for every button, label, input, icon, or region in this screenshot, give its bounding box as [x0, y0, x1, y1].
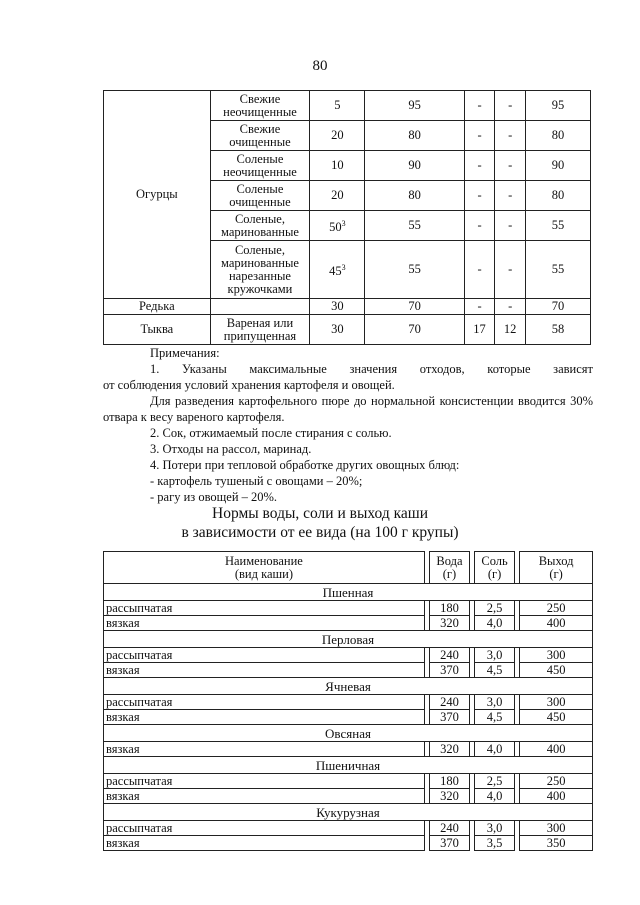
table-cell: -	[464, 241, 495, 299]
vegetable-state: Свежие очищенные	[210, 121, 310, 151]
output-value: 250	[520, 774, 593, 789]
category-title: Ячневая	[104, 678, 593, 695]
table-cell: 30	[310, 315, 365, 345]
footnote-mark: 3	[341, 262, 346, 272]
table-cell: 30	[310, 299, 365, 315]
table-cell: -	[464, 91, 495, 121]
table-cell: 70	[365, 315, 464, 345]
note-line: Для разведения картофельного пюре до нормальной консистенции вводится 30%	[150, 394, 593, 408]
table-row	[104, 742, 593, 757]
water-value: 180	[429, 601, 469, 616]
note-line: 4. Потери при тепловой обработке других овощных блюд:	[150, 458, 460, 472]
vegetable-state: Соленые, маринованные	[210, 211, 310, 241]
vegetable-name: Огурцы	[104, 91, 211, 299]
cell-value: 50	[329, 220, 342, 235]
note-line: 2. Сок, отжимаемый после стирания с солью.	[150, 426, 392, 440]
porridge-type: вязкая	[104, 663, 425, 678]
category-row	[104, 584, 593, 601]
table-cell: -	[495, 121, 526, 151]
table-cell: 80	[525, 121, 590, 151]
section-subtitle: в зависимости от ее вида (на 100 г крупы)	[181, 524, 459, 541]
table-cell: -	[495, 181, 526, 211]
water-value: 180	[429, 774, 469, 789]
vegetable-state: Соленые неочищенные	[210, 151, 310, 181]
output-value: 300	[520, 821, 593, 836]
category-title: Овсяная	[104, 725, 593, 742]
table-cell: 80	[365, 121, 464, 151]
header-line: Выход	[538, 553, 574, 568]
table-row	[104, 836, 593, 851]
table-cell: 55	[525, 211, 590, 241]
table-cell: -	[495, 151, 526, 181]
porridge-type: рассыпчатая	[104, 601, 425, 616]
header-name	[104, 552, 425, 584]
header-salt	[475, 552, 515, 584]
table-row	[104, 663, 593, 678]
note-line: - рагу из овощей – 20%.	[150, 490, 278, 504]
vegetable-state	[210, 299, 310, 315]
porridge-type: вязкая	[104, 742, 425, 757]
note-line: от соблюдения условий хранения картофеля и овощей.	[103, 378, 395, 392]
table-cell: 80	[365, 181, 464, 211]
salt-value: 2,5	[475, 601, 515, 616]
output-value: 300	[520, 648, 593, 663]
table-cell: -	[495, 299, 526, 315]
salt-value: 3,5	[475, 836, 515, 851]
table-row	[104, 616, 593, 631]
porridge-type: рассыпчатая	[104, 695, 425, 710]
output-value: 450	[520, 663, 593, 678]
header-line: Вода	[436, 553, 463, 568]
note-line: - картофель тушеный с овощами – 20%;	[150, 474, 363, 488]
cell-value: 45	[329, 264, 342, 279]
table-row	[104, 601, 593, 616]
vegetable-name: Тыква	[104, 315, 211, 345]
table-cell: -	[464, 181, 495, 211]
table-cell: 90	[525, 151, 590, 181]
output-value: 400	[520, 616, 593, 631]
table-cell: -	[464, 121, 495, 151]
category-row	[104, 678, 593, 695]
porridge-norms-table	[103, 551, 593, 851]
table-header-row	[104, 552, 593, 584]
table-cell: 95	[365, 91, 464, 121]
table-cell: 20	[310, 181, 365, 211]
table-cell: -	[495, 241, 526, 299]
output-value: 400	[520, 742, 593, 757]
water-value: 320	[429, 616, 469, 631]
output-value: 400	[520, 789, 593, 804]
page-number: 80	[312, 58, 328, 74]
table-cell: 17	[464, 315, 495, 345]
header-line: (вид каши)	[234, 566, 293, 581]
vegetable-state: Соленые, маринованные нарезанные кружочками	[210, 241, 310, 299]
table-cell: 55	[365, 211, 464, 241]
table-row	[104, 315, 591, 345]
salt-value: 3,0	[475, 648, 515, 663]
header-line: (г)	[549, 566, 563, 581]
header-line: (г)	[442, 566, 457, 581]
output-value: 450	[520, 710, 593, 725]
salt-value: 4,5	[475, 710, 515, 725]
category-row	[104, 631, 593, 648]
vegetable-state: Вареная или припущенная	[210, 315, 310, 345]
category-title: Пшеничная	[104, 757, 593, 774]
table-row	[104, 789, 593, 804]
output-value: 350	[520, 836, 593, 851]
porridge-type: вязкая	[104, 789, 425, 804]
table-cell: 5	[310, 91, 365, 121]
category-title: Кукурузная	[104, 804, 593, 821]
water-value: 240	[429, 821, 469, 836]
notes-heading: Примечания:	[150, 346, 220, 360]
table-cell: 80	[525, 181, 590, 211]
table-cell: 55	[525, 241, 590, 299]
footnote-mark: 3	[341, 218, 346, 228]
table-cell: -	[495, 91, 526, 121]
salt-value: 4,0	[475, 742, 515, 757]
salt-value: 4,0	[475, 789, 515, 804]
salt-value: 4,5	[475, 663, 515, 678]
water-value: 320	[429, 789, 469, 804]
category-row	[104, 725, 593, 742]
table-cell: -	[495, 211, 526, 241]
header-line: (г)	[487, 566, 502, 581]
table-row	[104, 91, 591, 121]
water-value: 240	[429, 695, 469, 710]
table-cell: -	[464, 151, 495, 181]
porridge-type: рассыпчатая	[104, 648, 425, 663]
salt-value: 2,5	[475, 774, 515, 789]
table-cell: 70	[365, 299, 464, 315]
table-cell: 20	[310, 121, 365, 151]
table-cell: 90	[365, 151, 464, 181]
porridge-type: вязкая	[104, 710, 425, 725]
table-cell: 55	[365, 241, 464, 299]
table-cell: -	[464, 299, 495, 315]
table-cell	[310, 241, 365, 299]
water-value: 370	[429, 710, 469, 725]
category-row	[104, 804, 593, 821]
note-line: 3. Отходы на рассол, маринад.	[150, 442, 312, 456]
water-value: 320	[429, 742, 469, 757]
table-row	[104, 710, 593, 725]
category-row	[104, 757, 593, 774]
vegetable-waste-table	[103, 90, 591, 345]
porridge-type: рассыпчатая	[104, 774, 425, 789]
section-title: Нормы воды, соли и выход каши	[212, 505, 428, 522]
porridge-type: вязкая	[104, 836, 425, 851]
table-cell: 95	[525, 91, 590, 121]
table-row	[104, 695, 593, 710]
porridge-type: рассыпчатая	[104, 821, 425, 836]
header-output	[520, 552, 593, 584]
note-line: 1. Указаны максимальные значения отходов, которые зависят	[150, 362, 593, 376]
table-cell: 58	[525, 315, 590, 345]
table-cell: 10	[310, 151, 365, 181]
table-row	[104, 299, 591, 315]
vegetable-name: Редька	[104, 299, 211, 315]
salt-value: 3,0	[475, 821, 515, 836]
output-value: 300	[520, 695, 593, 710]
category-title: Пшенная	[104, 584, 593, 601]
note-line: отвара к весу вареного картофеля.	[103, 410, 285, 424]
table-cell	[310, 211, 365, 241]
porridge-type: вязкая	[104, 616, 425, 631]
header-line: Соль	[481, 553, 508, 568]
notes-block	[103, 345, 593, 505]
salt-value: 3,0	[475, 695, 515, 710]
output-value: 250	[520, 601, 593, 616]
salt-value: 4,0	[475, 616, 515, 631]
table-row	[104, 648, 593, 663]
water-value: 370	[429, 663, 469, 678]
water-value: 240	[429, 648, 469, 663]
table-cell: -	[464, 211, 495, 241]
header-line: Наименование	[224, 553, 303, 568]
table-row	[104, 774, 593, 789]
table-cell: 12	[495, 315, 526, 345]
header-water	[429, 552, 469, 584]
table-row	[104, 821, 593, 836]
vegetable-state: Свежие неочищенные	[210, 91, 310, 121]
category-title: Перловая	[104, 631, 593, 648]
vegetable-state: Соленые очищенные	[210, 181, 310, 211]
water-value: 370	[429, 836, 469, 851]
table-cell: 70	[525, 299, 590, 315]
